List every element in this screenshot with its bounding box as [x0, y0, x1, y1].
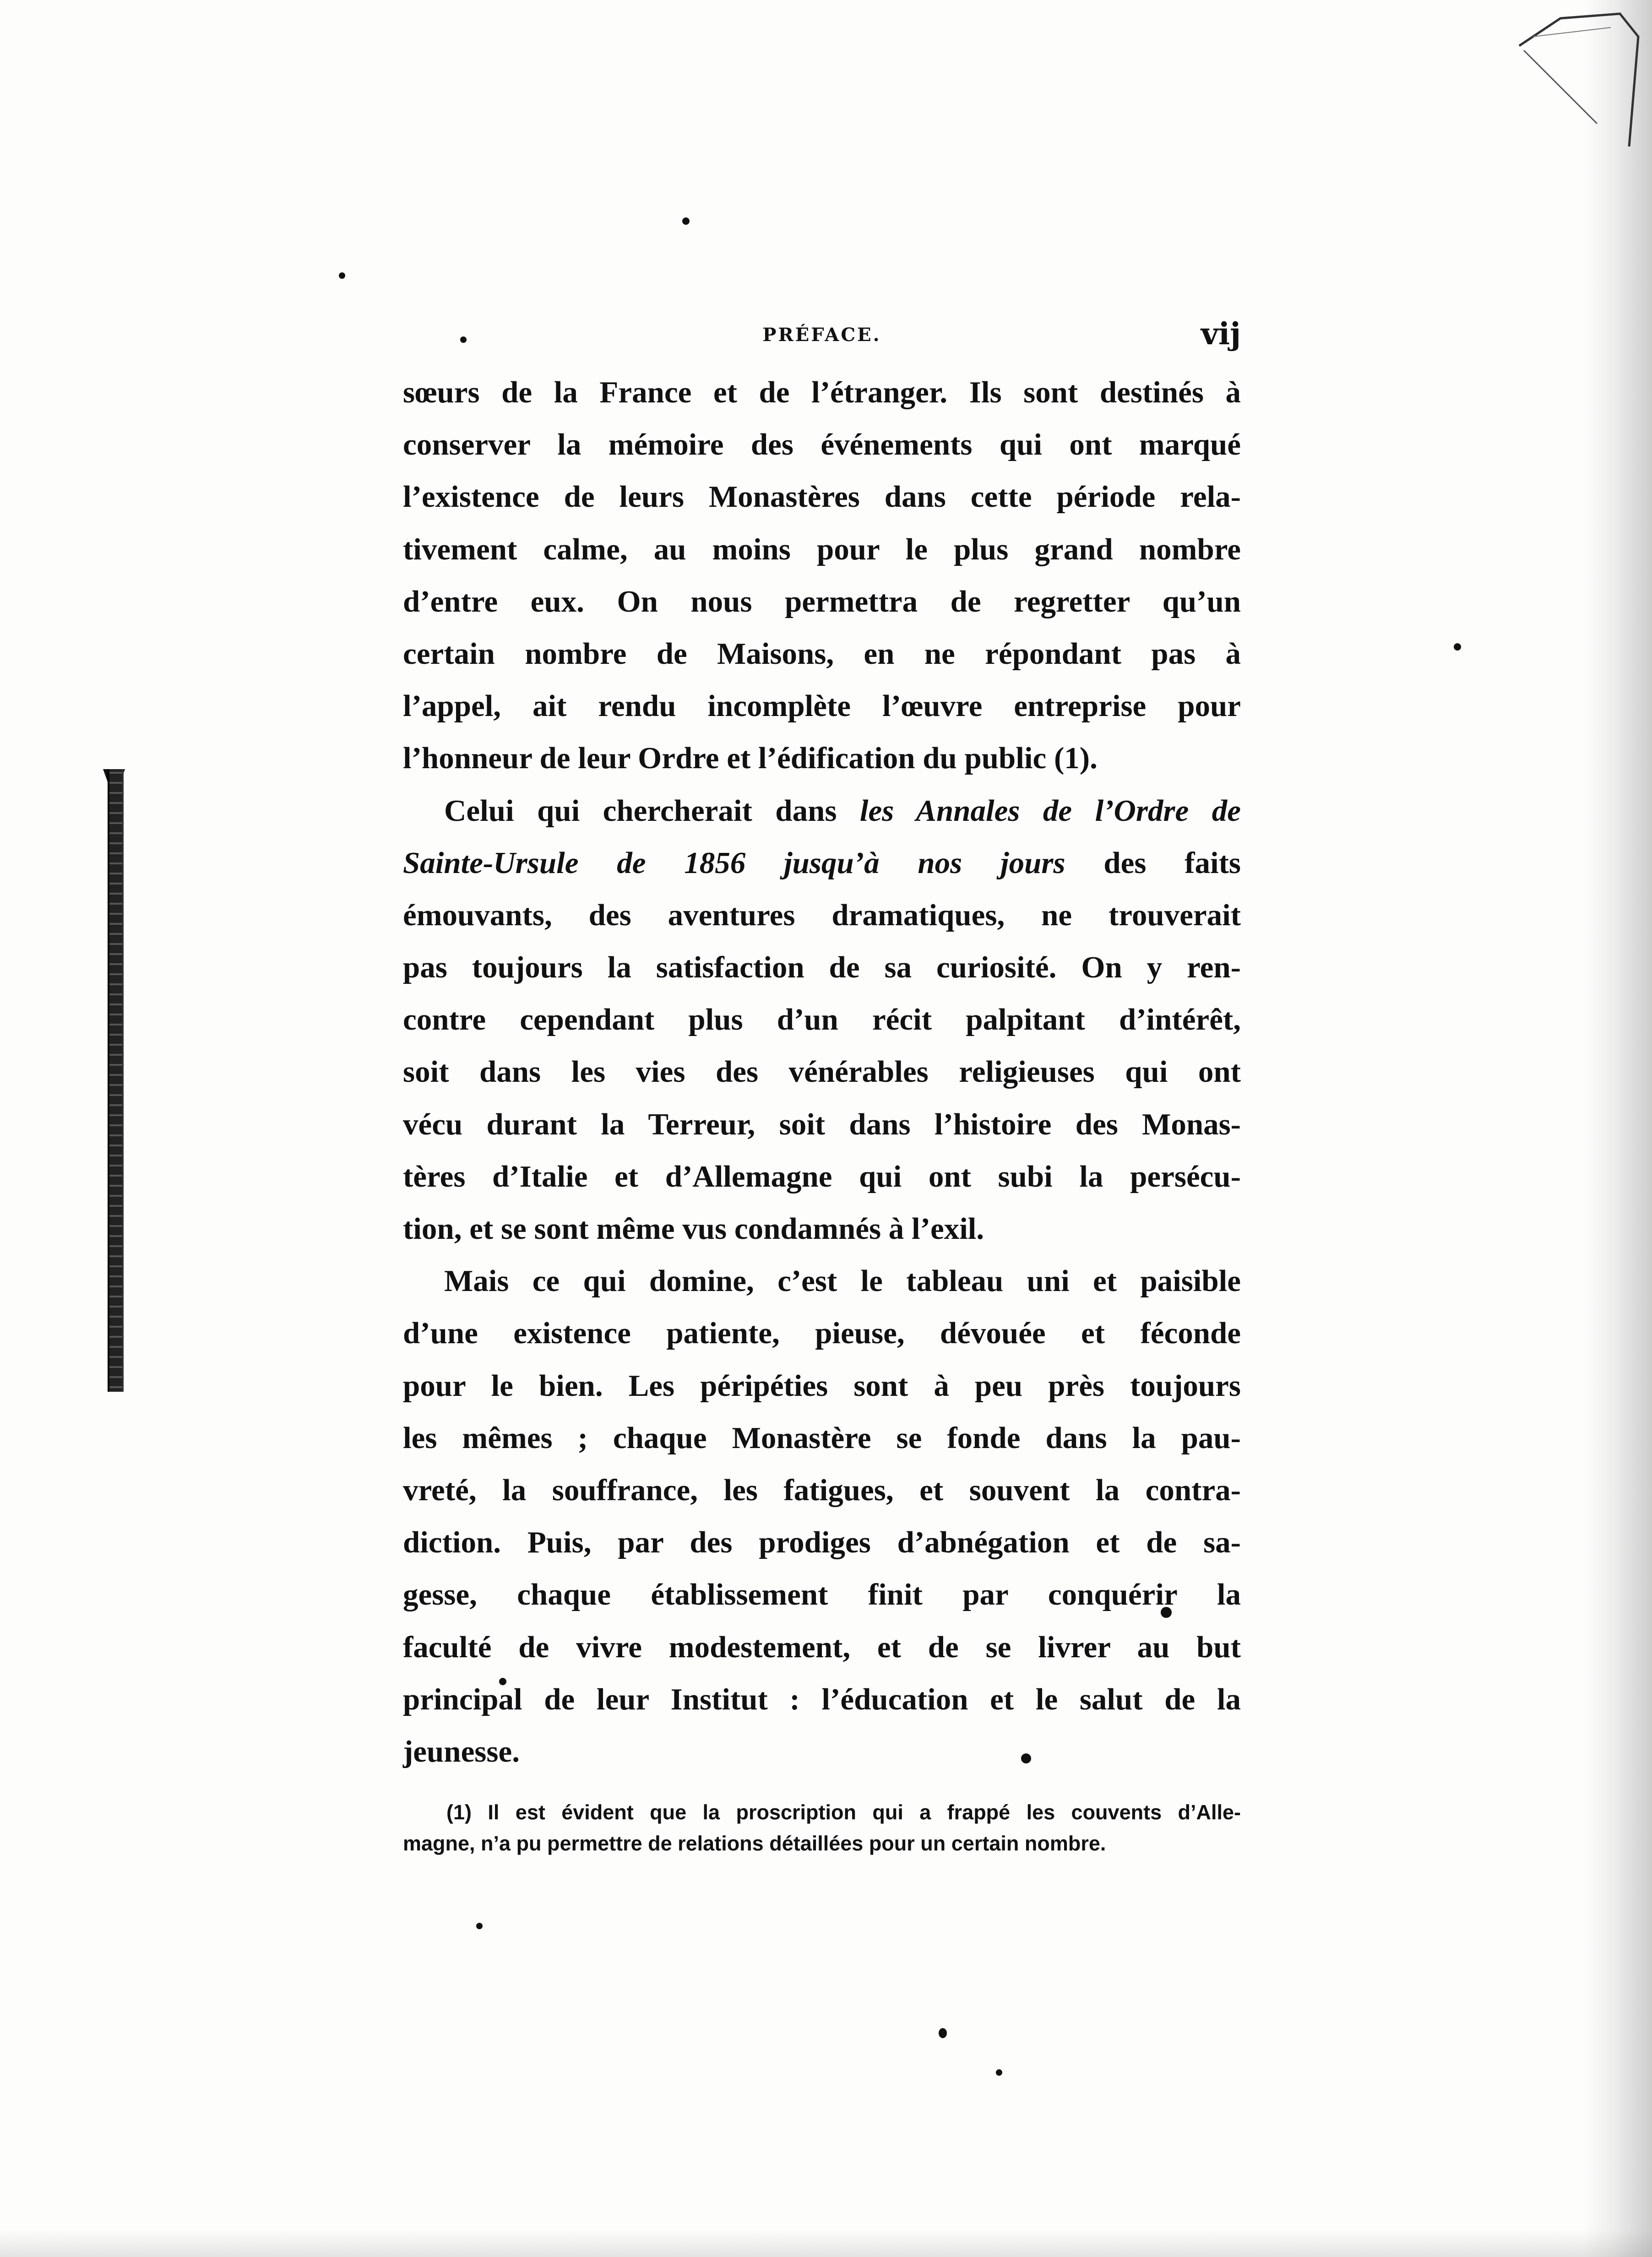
text-line: certain nombre de Maisons, en ne répondant pas à — [403, 636, 1241, 671]
text-line: émouvants, des aventures dramatiques, ne trouverait — [403, 898, 1241, 932]
text-line: tères d’Italie et d’Allemagne qui ont subi la persécu- — [403, 1159, 1241, 1194]
running-head — [403, 316, 1241, 366]
ink-speck — [996, 2069, 1002, 2076]
text-line: vreté, la souffrance, les fatigues, et souvent la contra- — [403, 1473, 1241, 1507]
text-line: pour le bien. Les péripéties sont à peu près toujours — [403, 1368, 1241, 1403]
text-line: les mêmes ; chaque Monastère se fonde dans la pau- — [403, 1421, 1241, 1455]
text-line: faculté de vivre modestement, et de se livrer au but — [403, 1630, 1241, 1664]
text-line: diction. Puis, par des prodiges d’abnégation et de sa- — [403, 1525, 1241, 1560]
margin-binding-mark — [108, 769, 124, 1392]
ink-speck — [1454, 643, 1461, 651]
text-line: pas toujours la satisfaction de sa curiosité. On y ren- — [403, 950, 1241, 985]
text-line: principal de leur Institut : l’éducation et le salut de la — [403, 1682, 1241, 1716]
page-number: vij — [1201, 316, 1241, 352]
running-title: PRÉFACE. — [762, 324, 881, 346]
paragraph-3 — [403, 1255, 1241, 1778]
footnote-line: (1) Il est évident que la proscription qui a frappé les couvents d’Alle- — [446, 1801, 1241, 1824]
text-line: l’existence de leurs Monastères dans cette période rela- — [403, 480, 1241, 514]
paragraph-1 — [403, 366, 1241, 785]
page-edge-shadow — [1583, 0, 1652, 2257]
text-line: contre cependant plus d’un récit palpitant d’intérêt, — [403, 1003, 1241, 1037]
book-title-italic: Sainte-Ursule de 1856 jusqu’à nos jours — [403, 846, 1065, 880]
text-line: soit dans les vies des vénérables religieuses qui ont — [403, 1055, 1241, 1089]
folded-corner-mark — [1505, 9, 1643, 156]
text-line — [403, 837, 1241, 889]
text-line: vécu durant la Terreur, soit dans l’histoire des Monas- — [403, 1107, 1241, 1141]
text-line: sœurs de la France et de l’étranger. Ils sont destinés à — [403, 375, 1241, 409]
text-block — [403, 316, 1241, 1859]
text-run: des faits — [1065, 846, 1241, 880]
text-line: jeunesse. — [403, 1734, 520, 1769]
text-line: l’appel, ait rendu incomplète l’œuvre entreprise pour — [403, 689, 1241, 723]
ink-speck — [339, 272, 345, 279]
ink-speck — [682, 217, 690, 225]
text-line: Mais ce qui domine, c’est le tableau uni et paisible — [444, 1264, 1241, 1298]
page-bottom-shadow — [0, 2230, 1652, 2257]
footnote — [403, 1797, 1241, 1859]
text-line: d’une existence patiente, pieuse, dévouée et féconde — [403, 1316, 1241, 1351]
paragraph-2 — [403, 785, 1241, 1255]
ink-speck — [939, 2028, 947, 2038]
footnote-line: magne, n’a pu permettre de relations détaillées pour un certain nombre. — [403, 1832, 1106, 1856]
text-line: gesse, chaque établissement finit par conquérir la — [403, 1578, 1241, 1612]
text-line: d’entre eux. On nous permettra de regretter qu’un — [403, 584, 1241, 619]
ink-speck — [476, 1923, 483, 1929]
book-title-italic: les Annales de l’Ordre de — [859, 793, 1241, 828]
text-line: tion, et se sont même vus condamnés à l’exil. — [403, 1212, 984, 1246]
text-run: Celui qui chercherait dans — [444, 793, 860, 828]
text-line: tivement calme, au moins pour le plus grand nombre — [403, 532, 1241, 566]
text-line — [403, 785, 1241, 837]
text-line: conserver la mémoire des événements qui ont marqué — [403, 428, 1241, 462]
body-text — [403, 366, 1241, 1778]
text-line: l’honneur de leur Ordre et l’édification du public (1). — [403, 741, 1098, 776]
